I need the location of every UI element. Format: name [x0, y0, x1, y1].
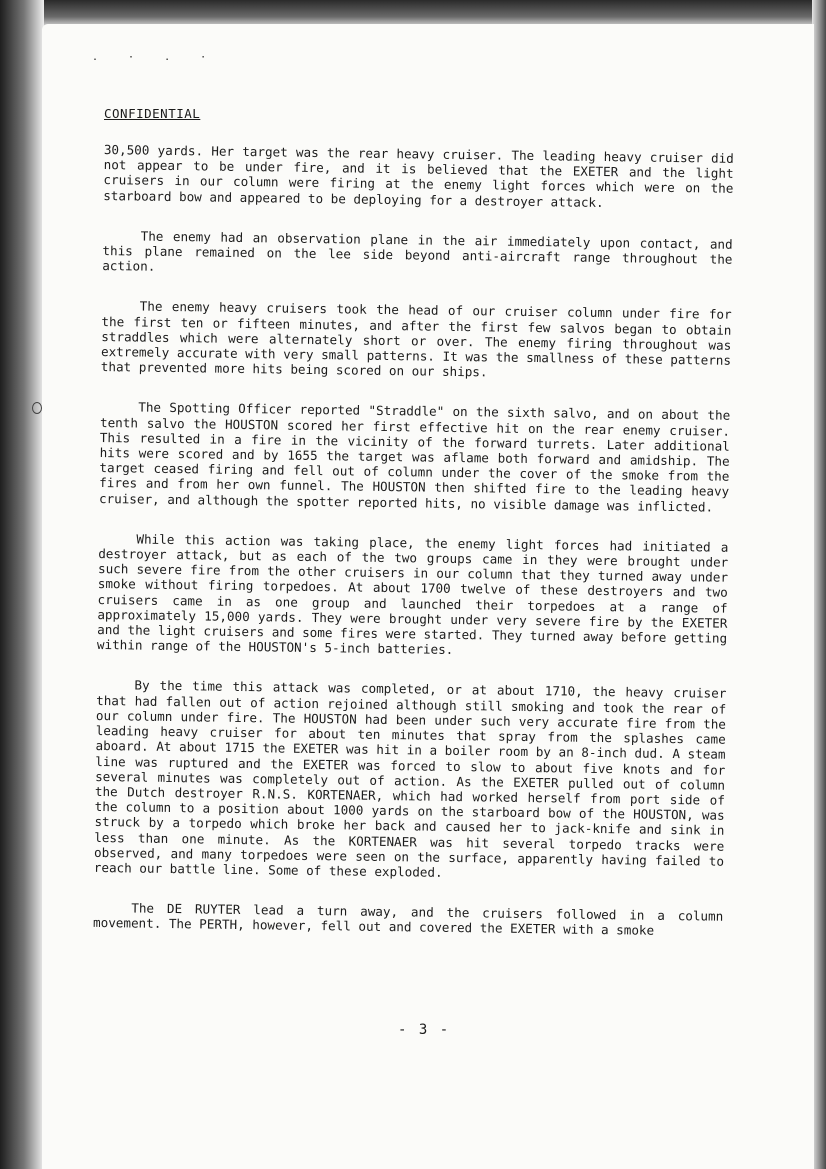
- punch-hole-mark: [32, 402, 42, 414]
- paragraph-4: The Spotting Officer reported "Straddle" on the sixth salvo, and on about the tenth salvo the HOUSTON scored her first effective hit on the rear enemy cruiser. This resulted in a fire in the vicinity of the forward turrets. Later additional hits were scored and by 1655 the target was aflame both forward and amidship. The target ceased firing and fell out of column under the cover of the smoke from the fires and from her own funnel. The HOUSTON then shifted fire to the leading heavy cruiser, and although the spotter reported hits, no visible damage was inflicted.: [98, 399, 731, 515]
- page-number: - 3 -: [398, 1022, 451, 1038]
- paragraph-1: 30,500 yards. Her target was the rear heavy cruiser. The leading heavy cruiser did not appear to be under fire, and it is believed that the EXETER and the light cruisers in our column were firing at the enemy light forces which were on the starboard bow and appeared to be deploying for a destroyer attack.: [103, 142, 734, 210]
- paragraph-6: By the time this attack was completed, or at about 1710, the heavy cruiser that had fallen out of action rejoined although still smoking and took the rear of our column under fire. The HOUSTON had been under such very accurate fire from the leading heavy cruiser for about ten minutes that spray from the splashes came aboard. At about 1715 the EXETER was hit in a boiler room by an 8-inch dud. A steam line was ruptured and the EXETER was forced to slow to about five knots and for several minutes was completely out of action. As the EXETER pulled out of column the Dutch destroyer R.N.S. KORTENAER, which had worked herself from port side of the column to a position about 1000 yards on the starboard bow of the HOUSTON, was struck by a torpedo which broke her back and caused her to jack-knife and sink in less than one minute. As the KORTENAER was hit several torpedo tracks were observed, and many torpedoes were seen on the surface, apparently having failed to reach our battle line. Some of these exploded.: [93, 677, 727, 880]
- paragraph-3: The enemy heavy cruisers took the head of our cruiser column under fire for the first ten or fifteen minutes, and after the first few salvos began to obtain straddles which were alternately short or over. The enemy firing throughout was extremely accurate with very small patterns. It was the smallness of these patterns that prevented more hits being scored on our ships.: [100, 298, 732, 380]
- paragraph-7: The DE RUYTER lead a turn away, and the cruisers followed in a column movement. The PERTH, however, fell out and covered the EXETER with a smoke: [92, 900, 724, 939]
- paragraph-2: The enemy had an observation plane in the air immediately upon contact, and this plane remained on the lee side beyond anti-aircraft range throughout the action.: [102, 228, 733, 274]
- scan-shadow-right: [812, 0, 826, 1169]
- classification-header: CONFIDENTIAL: [104, 106, 201, 121]
- paragraph-5: While this action was taking place, the enemy light forces had initiated a destroyer attack, but as each of the two groups came in they were brought under such severe fire from the other cruisers in our column that they turned away under smoke without firing torpedoes. At about 1700 twelve of these destroyers and two cruisers came in as one group and launched their torpedoes at a range of approximately 15,000 yards. They were brought under very severe fire by the EXETER and the light cruisers and some fires were started. They turned away before getting within range of the HOUSTON's 5-inch batteries.: [96, 531, 729, 658]
- document-body: [93, 142, 734, 964]
- scan-shadow-left: [0, 0, 44, 1169]
- scan-specks: . · . ·: [92, 52, 219, 63]
